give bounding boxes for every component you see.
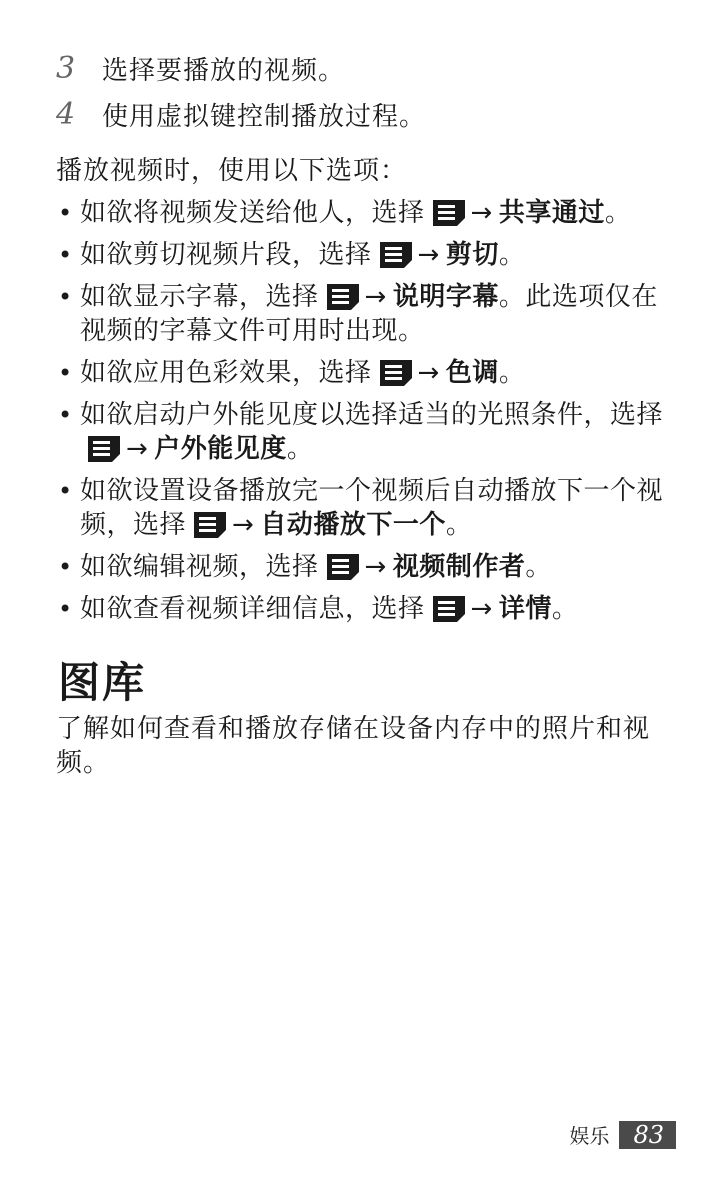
list-item: [56, 238, 676, 272]
item-text: 如欲启动户外能见度以选择适当的光照条件，选择: [80, 400, 664, 430]
list-item: [56, 196, 676, 230]
option-name: 视频制作者: [392, 552, 526, 582]
list-item: [56, 550, 676, 584]
arrow-icon: →: [126, 434, 149, 464]
option-name: 共享通过: [498, 198, 605, 228]
item-text: 如欲应用色彩效果，选择: [80, 358, 372, 388]
option-name: 说明字幕: [392, 282, 499, 312]
arrow-icon: →: [417, 240, 440, 270]
page-number: 83: [619, 1121, 676, 1149]
arrow-icon: →: [364, 552, 387, 582]
item-suffix: 。此选项仅在视频的字幕文件可用时出现。: [80, 282, 658, 346]
item-suffix: 。: [445, 510, 473, 540]
item-suffix: 。: [498, 240, 526, 270]
option-name: 剪切: [445, 240, 499, 270]
section-description: 了解如何查看和播放存储在设备内存中的照片和视频。: [56, 714, 651, 778]
step-number: 3: [56, 50, 77, 86]
item-text: 如欲设置设备播放完一个视频后自动播放下一个视频，选择: [80, 476, 664, 540]
arrow-icon: →: [232, 510, 255, 540]
options-intro: 播放视频时，使用以下选项：: [56, 156, 408, 186]
list-item: [56, 474, 676, 542]
arrow-icon: →: [417, 358, 440, 388]
item-text: 如欲显示字幕，选择: [80, 282, 319, 312]
menu-key-icon: [380, 360, 412, 386]
item-suffix: 。: [551, 594, 579, 624]
menu-key-icon: [88, 436, 120, 462]
options-list: [56, 196, 676, 634]
menu-key-icon: [433, 200, 465, 226]
step-4: [56, 94, 426, 134]
list-item: [56, 398, 676, 466]
option-name: 自动播放下一个: [260, 510, 446, 540]
menu-key-icon: [433, 596, 465, 622]
option-name: 户外能见度: [154, 434, 287, 464]
menu-key-icon: [380, 242, 412, 268]
item-suffix: 。: [498, 358, 526, 388]
arrow-icon: →: [470, 594, 493, 624]
item-suffix: 。: [525, 552, 552, 582]
option-name: 详情: [498, 594, 552, 624]
item-text: 如欲剪切视频片段，选择: [80, 240, 372, 270]
item-suffix: 。: [286, 434, 314, 464]
list-item: [56, 356, 676, 390]
step-text: 使用虚拟键控制播放过程。: [102, 101, 427, 132]
step-3: [56, 48, 345, 88]
option-name: 色调: [445, 358, 499, 388]
menu-key-icon: [194, 512, 226, 538]
list-item: [56, 280, 676, 348]
item-text: 如欲将视频发送给他人，选择: [80, 198, 425, 228]
list-item: [56, 592, 676, 626]
item-text: 如欲编辑视频，选择: [80, 552, 319, 582]
menu-key-icon: [327, 284, 359, 310]
menu-key-icon: [327, 554, 359, 580]
item-text: 如欲查看视频详细信息，选择: [80, 594, 425, 624]
chapter-label: 娱乐: [569, 1124, 610, 1148]
page-footer: [569, 1120, 676, 1149]
item-suffix: 。: [604, 198, 632, 228]
step-text: 选择要播放的视频。: [102, 55, 346, 86]
section-title: 图库: [58, 658, 147, 707]
arrow-icon: →: [364, 282, 387, 312]
arrow-icon: →: [470, 198, 493, 228]
step-number: 4: [56, 96, 77, 132]
